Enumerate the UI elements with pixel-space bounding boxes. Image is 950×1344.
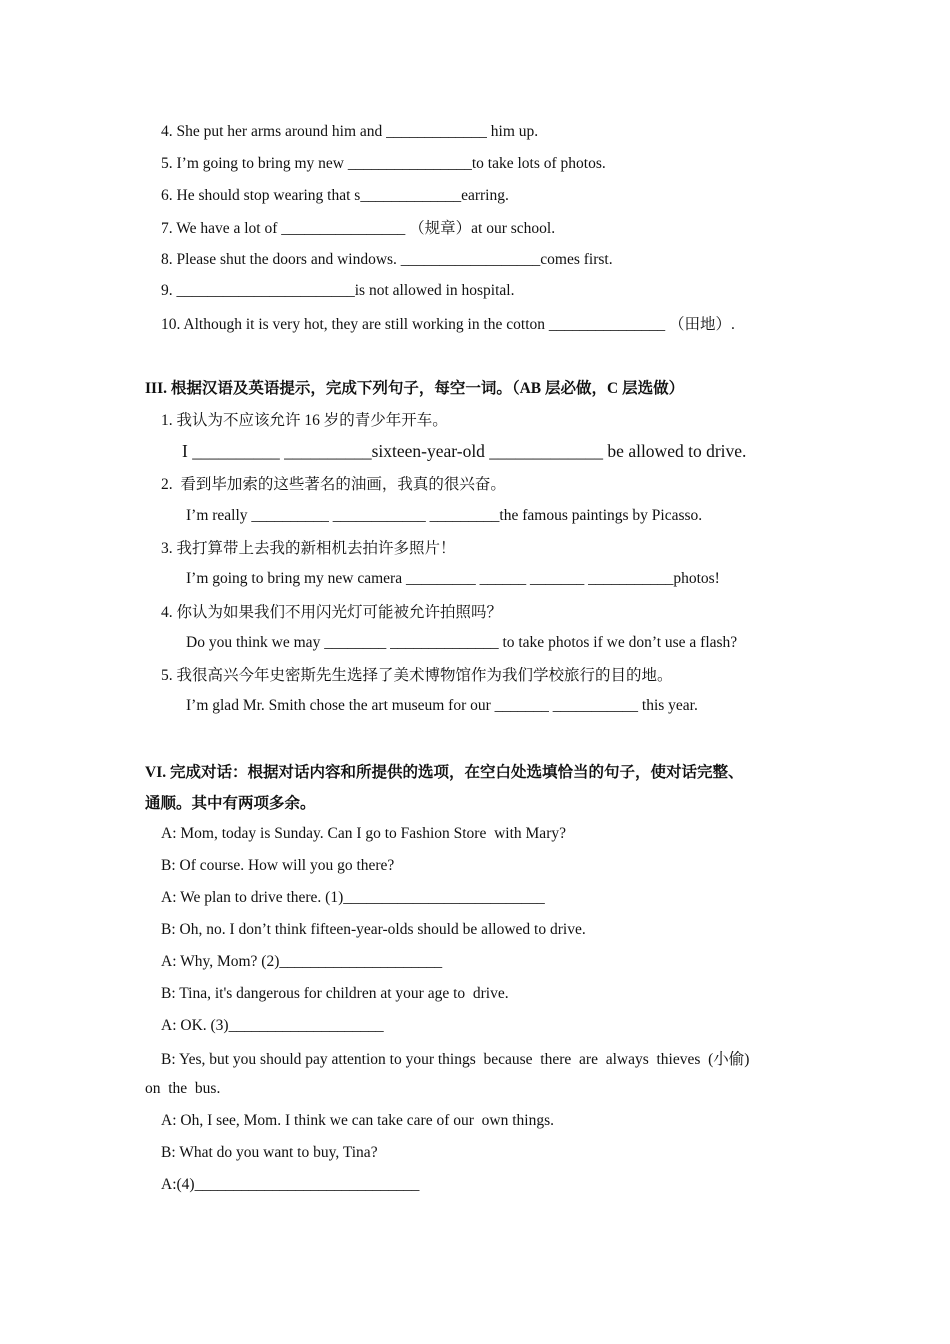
fill-blank-item-6: 6. He should stop wearing that s_____________earring.: [161, 187, 509, 204]
translation-en-1: I __________ __________sixteen-year-old _____________ be allowed to drive.: [182, 441, 747, 461]
section-3-heading: III. 根据汉语及英语提示，完成下列句子，每空一词。（AB 层必做，C 层选做）: [145, 380, 685, 397]
translation-cn-3: 3. 我打算带上去我的新相机去拍许多照片！: [161, 540, 456, 557]
fill-blank-item-10: 10. Although it is very hot, they are still working in the cotton _______________ （田地）.: [161, 316, 735, 333]
translation-en-3: I’m going to bring my new camera _________ ______ _______ ___________photos!: [186, 570, 720, 587]
dialogue-line-1: A: Mom, today is Sunday. Can I go to Fashion Store with Mary?: [161, 825, 566, 842]
dialogue-line-3: A: We plan to drive there. (1)__________________________: [161, 889, 545, 906]
translation-en-2: I’m really __________ ____________ _________the famous paintings by Picasso.: [186, 507, 703, 524]
dialogue-line-8: B: Yes, but you should pay attention to your things because there are always thieves (小偷): [161, 1051, 750, 1068]
dialogue-line-10: B: What do you want to buy, Tina?: [161, 1144, 378, 1161]
fill-blank-item-5: 5. I’m going to bring my new ________________to take lots of photos.: [161, 155, 606, 172]
dialogue-line-6: B: Tina, it's dangerous for children at your age to drive.: [161, 985, 509, 1002]
fill-blank-item-9: 9. _______________________is not allowed in hospital.: [161, 282, 515, 299]
dialogue-line-9: A: Oh, I see, Mom. I think we can take care of our own things.: [161, 1112, 554, 1129]
translation-cn-2: 2. 看到毕加索的这些著名的油画，我真的很兴奋。: [161, 476, 506, 493]
dialogue-line-2: B: Of course. How will you go there?: [161, 857, 395, 874]
section-6-heading-line-2: 通顺。其中有两项多余。: [145, 795, 316, 812]
translation-cn-5: 5. 我很高兴今年史密斯先生选择了美术博物馆作为我们学校旅行的目的地。: [161, 667, 673, 684]
translation-cn-1: 1. 我认为不应该允许 16 岁的青少年开车。: [161, 412, 448, 429]
translation-en-5: I’m glad Mr. Smith chose the art museum for our _______ ___________ this year.: [186, 697, 698, 714]
dialogue-line-11: A:(4)_____________________________: [161, 1176, 420, 1193]
section-6-heading-line-1: VI. 完成对话：根据对话内容和所提供的选项，在空白处选填恰当的句子，使对话完整、: [145, 764, 744, 781]
fill-blank-item-4: 4. She put her arms around him and _____________ him up.: [161, 123, 539, 140]
translation-en-4: Do you think we may ________ ______________ to take photos if we don’t use a flash?: [186, 634, 738, 651]
dialogue-line-4: B: Oh, no. I don’t think fifteen-year-olds should be allowed to drive.: [161, 921, 586, 938]
translation-cn-4: 4. 你认为如果我们不用闪光灯可能被允许拍照吗？: [161, 604, 503, 621]
dialogue-line-7: A: OK. (3)____________________: [161, 1017, 384, 1034]
dialogue-line-8-continued: on the bus.: [145, 1080, 221, 1097]
fill-blank-item-7: 7. We have a lot of ________________ （规章）at our school.: [161, 220, 556, 237]
fill-blank-item-8: 8. Please shut the doors and windows. __________________comes first.: [161, 251, 613, 268]
dialogue-line-5: A: Why, Mom? (2)_____________________: [161, 953, 443, 970]
